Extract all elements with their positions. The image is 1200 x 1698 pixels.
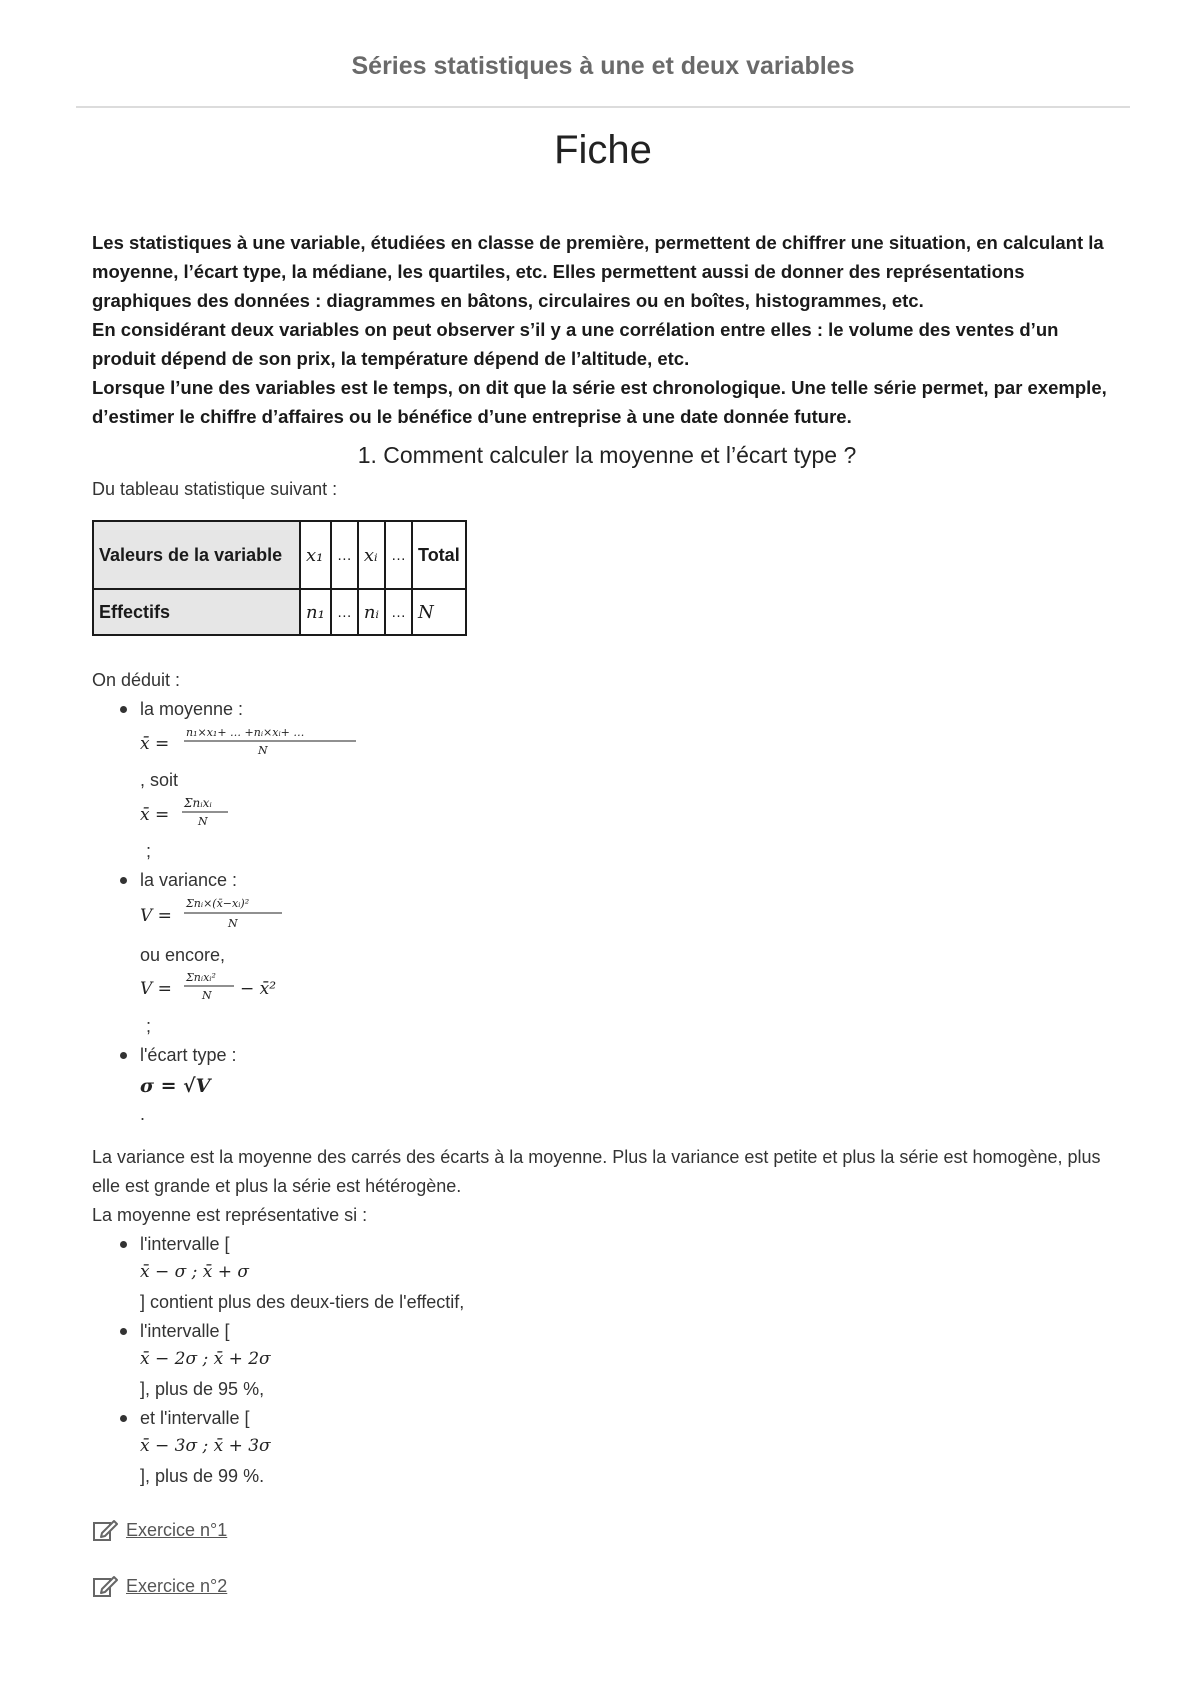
table-cell: …: [385, 589, 412, 635]
header-divider: [76, 106, 1130, 108]
exercise-1-link[interactable]: Exercice n°1: [126, 1519, 228, 1540]
edit-icon: [92, 1517, 118, 1543]
intro-block: [92, 228, 1122, 431]
svg-text:N: N: [258, 744, 268, 757]
list-item-interval-1: [140, 1230, 1122, 1317]
interval-2-end: ], plus de 95 %,: [140, 1379, 265, 1399]
intro-paragraph-3: Lorsque l’une des variables est le temps, on dit que la série est chronologique. Une telle série permet, par exemple, d’estimer le chiffre d’affaires ou le bénéfice d’une entreprise à une date donnée future.: [92, 377, 1107, 427]
table-cell: xᵢ: [358, 521, 385, 589]
mean-formula-2-graphic: [140, 795, 260, 829]
interval-2-label: l'intervalle [: [140, 1321, 230, 1341]
table-cell: …: [385, 521, 412, 589]
svg-text:V =: V =: [140, 906, 172, 926]
interval-2-formula: x̄ − 2σ ; x̄ + 2σ: [140, 1349, 271, 1369]
document-header-title: Séries statistiques à une et deux variables: [351, 52, 855, 80]
table-cell: …: [331, 589, 358, 635]
list-item-interval-2: [140, 1317, 1122, 1404]
svg-text:Σnᵢ×(x̄−xᵢ)²: Σnᵢ×(x̄−xᵢ)²: [186, 897, 250, 910]
mean-formula: [140, 724, 1122, 758]
bullet-icon: [120, 1241, 127, 1248]
interval-3-formula: x̄ − 3σ ; x̄ + 3σ: [140, 1436, 271, 1456]
exercise-link-2[interactable]: [92, 1573, 1122, 1599]
list-item-sd: [140, 1041, 1122, 1129]
variance-formula-graphic: [140, 895, 340, 935]
row-header-values: Valeurs de la variable: [93, 521, 300, 589]
variance-formula-2-graphic: [140, 970, 340, 1006]
interval-1-label: l'intervalle [: [140, 1234, 230, 1254]
interval-3-label: et l'intervalle [: [140, 1408, 250, 1428]
table-cell: n₁: [300, 589, 331, 635]
statistics-table: [92, 520, 467, 636]
exercise-2-link[interactable]: Exercice n°2: [126, 1575, 228, 1596]
section-title-1: 1. Comment calculer la moyenne et l’écart type ?: [357, 442, 857, 468]
sd-formula-graphic: [140, 1070, 260, 1098]
semicolon-text: ;: [146, 1016, 152, 1036]
ou-encore-text: ou encore,: [140, 945, 226, 965]
mean-label: la moyenne :: [140, 699, 244, 719]
soit-text: , soit: [140, 770, 179, 790]
variance-paragraph: La variance est la moyenne des carrés des écarts à la moyenne. Plus la variance est petite et plus la série est homogène, plus elle est grande et plus la série est hétérogène.: [92, 1147, 1101, 1196]
svg-text:σ = √V: σ = √V: [140, 1075, 211, 1097]
deduce-label: On déduit :: [92, 670, 181, 690]
svg-text:x̄ =: x̄ =: [140, 734, 170, 754]
interval-list: [92, 1230, 1122, 1491]
table-cell: nᵢ: [358, 589, 385, 635]
table-cell-total: Total: [412, 521, 466, 589]
table-cell: …: [331, 521, 358, 589]
interval-1-formula: x̄ − σ ; x̄ + σ: [140, 1262, 250, 1282]
svg-text:n₁×x₁+ … +nᵢ×xᵢ+ …: n₁×x₁+ … +nᵢ×xᵢ+ …: [186, 726, 305, 739]
sd-label: l'écart type :: [140, 1045, 237, 1065]
bullet-icon: [120, 1415, 127, 1422]
interval-3-end: ], plus de 99 %.: [140, 1466, 265, 1486]
table-cell: N: [412, 589, 466, 635]
edit-icon: [92, 1573, 118, 1599]
table-intro: Du tableau statistique suivant :: [92, 479, 338, 499]
mean-formula-2: [140, 795, 1122, 829]
svg-text:Σnᵢxᵢ: Σnᵢxᵢ: [184, 796, 212, 810]
table-row-values: [93, 521, 466, 589]
svg-text:N: N: [202, 989, 212, 1002]
bullet-icon: [120, 1052, 127, 1059]
bullet-icon: [120, 1328, 127, 1335]
sd-formula: [140, 1070, 1122, 1098]
list-item-interval-3: [140, 1404, 1122, 1491]
svg-text:N: N: [198, 815, 208, 828]
semicolon-text: ;: [146, 841, 152, 861]
bullet-icon: [120, 706, 127, 713]
svg-text:Σnᵢxᵢ²: Σnᵢxᵢ²: [186, 971, 216, 984]
variance-explanation: [92, 1143, 1122, 1230]
bullet-icon: [120, 877, 127, 884]
intro-paragraph-2: En considérant deux variables on peut observer s’il y a une corrélation entre elles : le volume des ventes d’un produit dépend de son prix, la température dépend de l’altitude, etc.: [92, 319, 1059, 369]
list-item-variance: [140, 866, 1122, 1041]
list-item-mean: [140, 695, 1122, 866]
exercise-link-1[interactable]: [92, 1517, 1122, 1543]
variance-formula-2: [140, 970, 1122, 1006]
svg-text:x̄ =: x̄ =: [140, 805, 170, 825]
svg-text:N: N: [228, 917, 238, 930]
intro-paragraph-1: Les statistiques à une variable, étudiées en classe de première, permettent de chiffrer une situation, en calculant la moyenne, l’écart type, la médiane, les quartiles, etc. Elles permettent aussi de donner des représentations graphiques des données : diagrammes en bâtons, circulaires ou en boîtes, histogrammes, etc.: [92, 232, 1104, 311]
interval-1-end: ] contient plus des deux-tiers de l'effectif,: [140, 1292, 465, 1312]
table-row-counts: [93, 589, 466, 635]
variance-label: la variance :: [140, 870, 238, 890]
table-cell: x₁: [300, 521, 331, 589]
svg-text:V =: V =: [140, 979, 172, 999]
row-header-counts: Effectifs: [93, 589, 300, 635]
mean-formula-graphic: [140, 724, 360, 758]
page-title: Fiche: [554, 128, 652, 172]
svg-text:− x̄²: − x̄²: [240, 979, 277, 999]
content: [92, 228, 1122, 1599]
period-text: .: [140, 1104, 146, 1124]
representative-paragraph: La moyenne est représentative si :: [92, 1205, 368, 1225]
variance-formula: [140, 895, 1122, 935]
formula-list: [92, 695, 1122, 1129]
